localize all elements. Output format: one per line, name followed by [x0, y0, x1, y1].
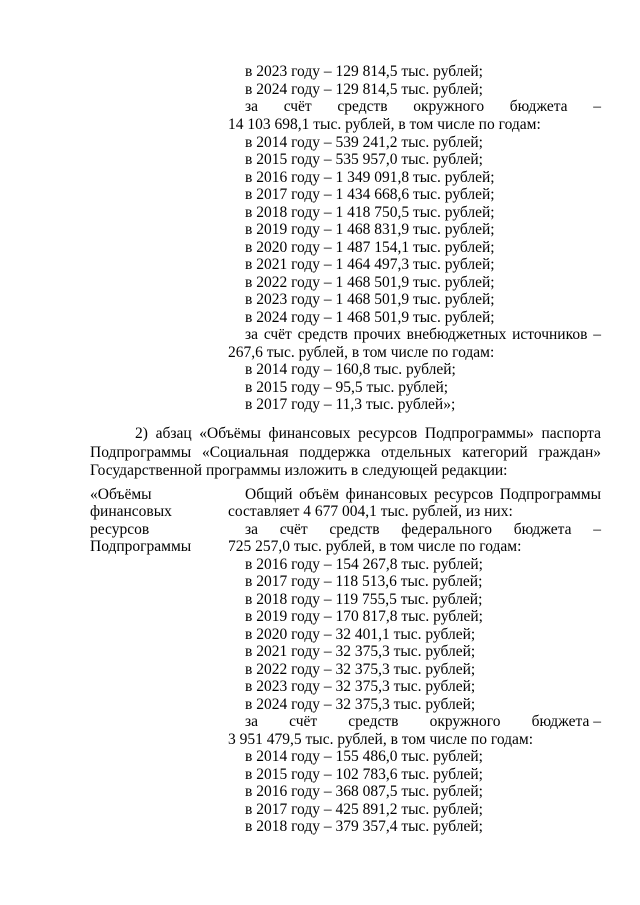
word: – [593, 521, 601, 538]
year-line: в 2017 году – 11,3 тыс. рублей»; [245, 396, 456, 413]
okrug-budget-line [245, 713, 601, 731]
word: средств [337, 98, 388, 115]
word: бюджета [509, 98, 568, 115]
total-line: Общий объём финансовых ресурсов Подпрограммы [245, 486, 601, 503]
year-line: в 2023 году – 32 375,3 тыс. рублей; [245, 678, 476, 695]
year-line: в 2014 году – 160,8 тыс. рублей; [245, 361, 456, 378]
word: окружного [429, 713, 501, 730]
word: бюджета [513, 521, 572, 538]
word: прочих [353, 326, 401, 343]
word: счёт [279, 521, 308, 538]
year-line: в 2018 году – 379 357,4 тыс. рублей; [245, 818, 483, 835]
year-line: в 2016 году – 154 267,8 тыс. рублей; [245, 556, 483, 573]
total-line: составляет 4 677 004,1 тыс. рублей, из них: [228, 503, 513, 520]
word: средств [297, 326, 348, 343]
year-line: в 2017 году – 1 434 668,6 тыс. рублей; [245, 186, 495, 203]
word: бюджета – [531, 713, 601, 730]
year-line: в 2015 году – 102 783,6 тыс. рублей; [245, 766, 483, 783]
word: за [245, 98, 259, 115]
table-label-line: финансовых [90, 503, 172, 520]
okrug-total: 3 951 479,5 тыс. рублей, в том числе по годам: [228, 731, 534, 748]
year-line: в 2018 году – 1 418 750,5 тыс. рублей; [245, 204, 495, 221]
other-total: 267,6 тыс. рублей, в том числе по годам: [228, 344, 495, 361]
word: за [245, 326, 259, 343]
other-sources-line [245, 326, 601, 344]
word: окружного [413, 98, 485, 115]
year-line: в 2017 году – 425 891,2 тыс. рублей; [245, 801, 483, 818]
word: за [245, 713, 259, 730]
year-line: в 2022 году – 1 468 501,9 тыс. рублей; [245, 274, 495, 291]
year-line: в 2022 году – 32 375,3 тыс. рублей; [245, 661, 476, 678]
year-line: в 2020 году – 32 401,1 тыс. рублей; [245, 626, 476, 643]
year-line: в 2020 году – 1 487 154,1 тыс. рублей; [245, 239, 495, 256]
word: за [245, 521, 259, 538]
word: федерального [401, 521, 493, 538]
amendment-paragraph: 2) абзац «Объёмы финансовых ресурсов Подпрограммы» паспорта Подпрограммы «Социальная поддержка отдельных категорий граждан» Государственной программы изложить в следующей редакции: [90, 425, 601, 479]
federal-budget-line [245, 521, 601, 539]
text-line: в 2024 году – 129 814,5 тыс. рублей; [245, 81, 483, 98]
year-line: в 2024 году – 1 468 501,9 тыс. рублей; [245, 309, 495, 326]
word: счёт [289, 713, 318, 730]
year-line: в 2016 году – 1 349 091,8 тыс. рублей; [245, 169, 495, 186]
word: счёт [283, 98, 312, 115]
word: – [593, 326, 601, 343]
year-line: в 2014 году – 539 241,2 тыс. рублей; [245, 134, 483, 151]
year-line: в 2017 году – 118 513,6 тыс. рублей; [245, 573, 483, 590]
word: внебюджетных [406, 326, 507, 343]
year-line: в 2018 году – 119 755,5 тыс. рублей; [245, 591, 483, 608]
okrug-total: 14 103 698,1 тыс. рублей, в том числе по годам: [228, 116, 541, 133]
table-label-line: «Объёмы [90, 486, 152, 503]
word: счёт [263, 326, 292, 343]
word: средств [329, 521, 380, 538]
year-line: в 2024 году – 32 375,3 тыс. рублей; [245, 696, 476, 713]
year-line: в 2023 году – 1 468 501,9 тыс. рублей; [245, 291, 495, 308]
table-label-line: Подпрограммы [90, 538, 192, 555]
federal-total: 725 257,0 тыс. рублей, в том числе по годам: [228, 538, 522, 555]
word: источников [512, 326, 588, 343]
year-line: в 2015 году – 535 957,0 тыс. рублей; [245, 151, 483, 168]
year-line: в 2016 году – 368 087,5 тыс. рублей; [245, 783, 483, 800]
year-line: в 2015 году – 95,5 тыс. рублей; [245, 379, 449, 396]
year-line: в 2019 году – 170 817,8 тыс. рублей; [245, 608, 483, 625]
okrug-budget-line [245, 98, 601, 116]
year-line: в 2021 году – 32 375,3 тыс. рублей; [245, 643, 476, 660]
text-line: в 2023 году – 129 814,5 тыс. рублей; [245, 63, 483, 80]
year-line: в 2014 году – 155 486,0 тыс. рублей; [245, 748, 483, 765]
table-label-line: ресурсов [90, 521, 150, 538]
word: – [593, 98, 601, 115]
word: средств [348, 713, 399, 730]
year-line: в 2019 году – 1 468 831,9 тыс. рублей; [245, 221, 495, 238]
year-line: в 2021 году – 1 464 497,3 тыс. рублей; [245, 256, 495, 273]
